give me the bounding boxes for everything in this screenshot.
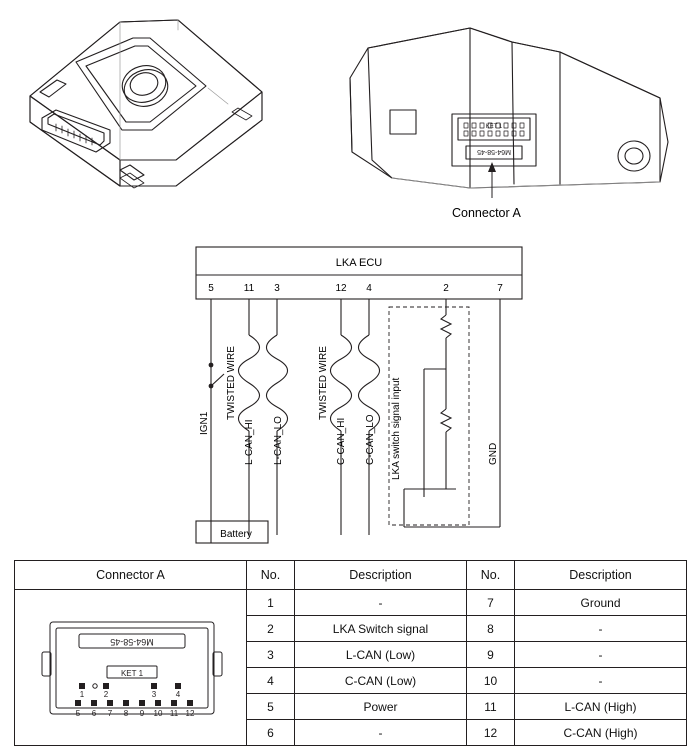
- pin-number-11: 11: [243, 283, 255, 294]
- pin-number-7: 7: [497, 283, 503, 294]
- cell-no: 5: [247, 694, 295, 720]
- connector-a-leader: [488, 162, 496, 198]
- label-twisted-wire-left-1: TWISTED WIRE: [226, 346, 237, 420]
- header-no-2: No.: [467, 561, 515, 590]
- connector-marking-inner: KET 1: [120, 668, 144, 678]
- cell-description: C-CAN (High): [515, 720, 687, 746]
- ecu-side-view: [350, 28, 668, 188]
- cell-description: LKA Switch signal: [295, 616, 467, 642]
- module-top-marking-art: M64-58-45: [477, 148, 511, 155]
- conn-pin-label-10: 10: [153, 708, 163, 718]
- cell-no: 6: [247, 720, 295, 746]
- conn-pin-label-3: 3: [151, 689, 157, 699]
- cell-no: 10: [467, 668, 515, 694]
- label-lka-switch-signal-input: LKA switch signal input: [391, 377, 402, 480]
- conn-pin-label-2: 2: [103, 689, 109, 699]
- label-c-can-lo: C-CAN_LO: [365, 414, 376, 465]
- cell-no: 7: [467, 590, 515, 616]
- cell-no: 8: [467, 616, 515, 642]
- pinout-table: [14, 560, 687, 746]
- conn-pin-label-8: 8: [123, 708, 129, 718]
- header-description-1: Description: [295, 561, 467, 590]
- cell-description: L-CAN (High): [515, 694, 687, 720]
- cell-description: -: [295, 590, 467, 616]
- cell-description: C-CAN (Low): [295, 668, 467, 694]
- conn-pin-label-6: 6: [91, 708, 97, 718]
- pin-number-2: 2: [443, 283, 449, 294]
- pin-squares-row-bottom: [75, 700, 193, 706]
- label-c-can-hi: C-CAN_HI: [336, 417, 347, 465]
- lka-switch-circuit: [404, 307, 456, 497]
- cell-no: 1: [247, 590, 295, 616]
- wiring-schematic: [0, 235, 700, 553]
- cell-description: Power: [295, 694, 467, 720]
- cell-description: -: [515, 668, 687, 694]
- header-connector-a: Connector A: [15, 561, 247, 590]
- pinout-table-wrapper: [14, 560, 686, 746]
- pin-number-4: 4: [366, 283, 372, 294]
- pin-number-12: 12: [335, 283, 347, 294]
- cell-no: 12: [467, 720, 515, 746]
- conn-pin-label-4: 4: [175, 689, 181, 699]
- connector-figure: [17, 604, 244, 732]
- cell-no: 11: [467, 694, 515, 720]
- cell-no: 3: [247, 642, 295, 668]
- connector-figure-svg: [17, 604, 247, 732]
- conn-pin-label-9: 9: [139, 708, 145, 718]
- conn-pin-label-11: 11: [169, 708, 179, 718]
- conn-pin-label-7: 7: [107, 708, 113, 718]
- cell-description: -: [295, 720, 467, 746]
- pin-number-5: 5: [208, 283, 214, 294]
- illustration-svg: [0, 0, 700, 232]
- cell-no: 4: [247, 668, 295, 694]
- conn-pin-label-12: 12: [185, 708, 195, 718]
- header-no-1: No.: [247, 561, 295, 590]
- conn-pin-label-1: 1: [79, 689, 85, 699]
- label-l-can-lo: L-CAN_LO: [273, 416, 284, 465]
- label-gnd: GND: [488, 442, 499, 465]
- table-row: [15, 590, 687, 616]
- label-ign1: IGN1: [199, 411, 210, 435]
- connector-a-callout-label: Connector A: [452, 206, 521, 220]
- component-illustrations: [0, 0, 700, 232]
- schematic-svg: [0, 235, 700, 553]
- label-l-can-hi: L-CAN_HI: [244, 419, 255, 465]
- cell-description: -: [515, 642, 687, 668]
- module-inner-marking-art: KET 1: [485, 124, 503, 130]
- cell-no: 2: [247, 616, 295, 642]
- pin-number-3: 3: [274, 283, 280, 294]
- cell-description: L-CAN (Low): [295, 642, 467, 668]
- cell-no: 9: [467, 642, 515, 668]
- header-description-2: Description: [515, 561, 687, 590]
- table-header-row: [15, 561, 687, 590]
- connector-marking-top: M64-58-45: [110, 636, 154, 647]
- cell-description: -: [515, 616, 687, 642]
- conn-pin-label-5: 5: [75, 708, 81, 718]
- ecu-isometric-view: [30, 20, 262, 188]
- label-twisted-wire-right: TWISTED WIRE: [318, 346, 329, 420]
- cell-description: Ground: [515, 590, 687, 616]
- label-battery: Battery: [220, 529, 252, 540]
- connector-figure-cell: [15, 590, 247, 746]
- ecu-title: LKA ECU: [335, 257, 383, 269]
